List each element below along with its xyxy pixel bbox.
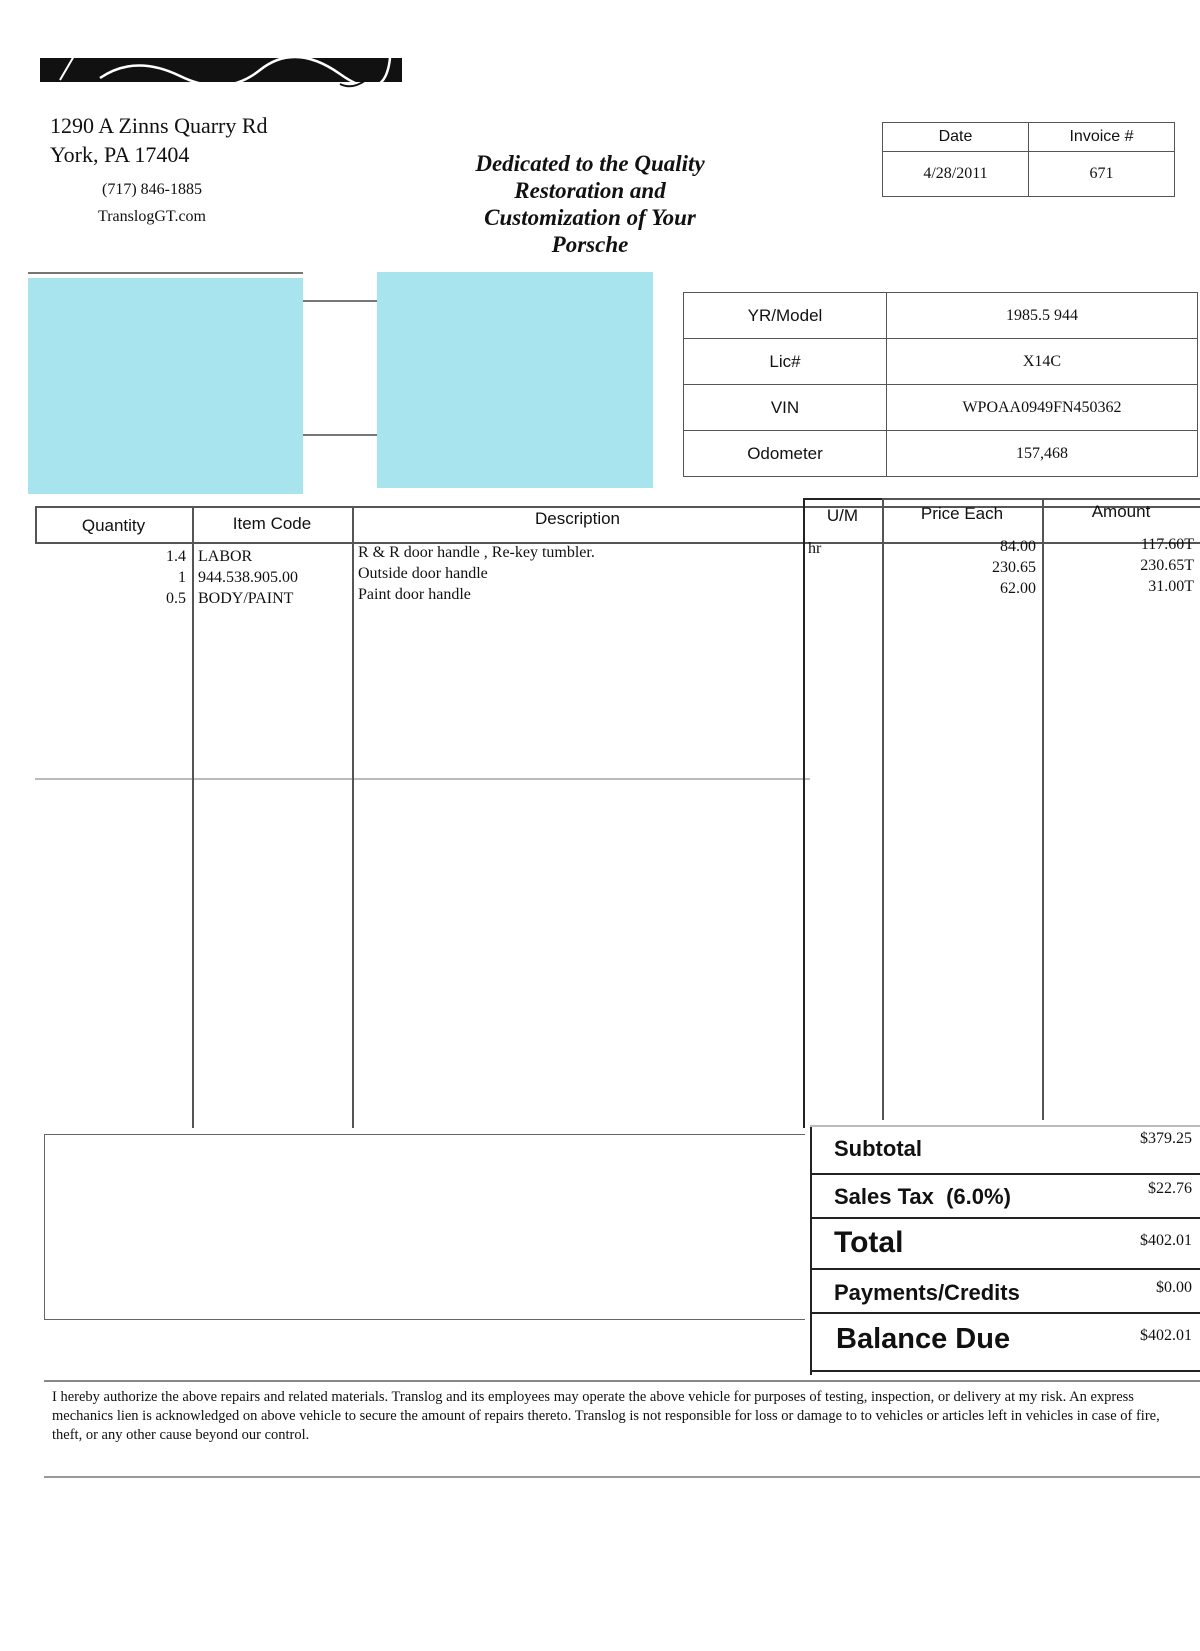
table-row bbox=[40, 546, 186, 609]
table-row bbox=[358, 542, 798, 605]
vehicle-value: 1985.5 944 bbox=[887, 293, 1198, 339]
totals-divider bbox=[810, 1217, 1200, 1219]
totals-divider bbox=[810, 1173, 1200, 1175]
header-item-code: Item Code bbox=[232, 514, 312, 533]
cell-price-each: 84.00 bbox=[1000, 538, 1036, 555]
cell-quantity: 1 bbox=[178, 569, 186, 586]
cell-amount: 230.65T bbox=[1140, 557, 1194, 574]
vehicle-label: Odometer bbox=[684, 431, 887, 477]
sales-tax-label: Sales Tax (6.0%) bbox=[834, 1184, 1011, 1209]
cell-price-each: 62.00 bbox=[1000, 580, 1036, 597]
total-value: $402.01 bbox=[1140, 1232, 1192, 1249]
cell-quantity: 1.4 bbox=[166, 548, 186, 565]
address-line2: York, PA 17404 bbox=[50, 142, 190, 167]
subtotal-label: Subtotal bbox=[834, 1136, 922, 1161]
table-row bbox=[808, 538, 878, 559]
col-divider bbox=[882, 498, 884, 1120]
header-price-each: Price Each bbox=[920, 504, 1004, 523]
cell-amount: 117.60T bbox=[1140, 536, 1194, 553]
invoice-number: 671 bbox=[1029, 152, 1175, 197]
redacted-bill-to bbox=[28, 278, 303, 494]
date-invoice-box bbox=[882, 122, 1175, 197]
vehicle-label: YR/Model bbox=[684, 293, 887, 339]
vehicle-value: WPOAA0949FN450362 bbox=[887, 385, 1198, 431]
totals-divider bbox=[810, 1370, 1200, 1372]
divider bbox=[303, 434, 377, 436]
vehicle-info-box bbox=[683, 292, 1198, 477]
cell-um: hr bbox=[808, 540, 822, 557]
header-amount: Amount bbox=[1091, 502, 1151, 521]
totals-divider bbox=[810, 1312, 1200, 1314]
tagline-line: Restoration and bbox=[514, 178, 666, 203]
col-divider bbox=[352, 506, 354, 1128]
table-row bbox=[886, 536, 1036, 599]
payments-credits-value: $0.00 bbox=[1156, 1279, 1192, 1296]
balance-due-value: $402.01 bbox=[1140, 1327, 1192, 1344]
table-row bbox=[198, 546, 348, 609]
header-quantity: Quantity bbox=[81, 516, 146, 535]
um-header-top bbox=[803, 498, 882, 500]
footer-line bbox=[44, 1380, 1200, 1382]
company-tagline bbox=[420, 150, 760, 258]
col-divider bbox=[1042, 498, 1044, 1120]
cell-description: R & R door handle , Re-key tumbler. bbox=[358, 544, 595, 561]
header-top-right bbox=[882, 498, 1200, 500]
cell-amount: 31.00T bbox=[1148, 578, 1194, 595]
authorization-disclaimer: I hereby authorize the above repairs and related materials. Translog and its employees may operate the above vehicle for purposes of testing, inspection, or delivery at my risk. An express mechanics lien is acknowledged on above vehicle to secure the amount of repairs thereto. Translog is not responsible for loss or damage to to vehicles or articles left in vehicles in case of fire, theft, or any other cause beyond our control. bbox=[52, 1389, 1160, 1443]
cell-item-code: 944.538.905.00 bbox=[198, 569, 298, 586]
phone-number: (717) 846-1885 bbox=[102, 181, 202, 198]
divider bbox=[303, 300, 377, 302]
notes-box bbox=[44, 1134, 805, 1320]
invoice-number-label: Invoice # bbox=[1029, 123, 1175, 152]
subtotal-value: $379.25 bbox=[1140, 1130, 1192, 1147]
header-description: Description bbox=[534, 509, 621, 528]
cell-description: Outside door handle bbox=[358, 565, 488, 582]
header-um: U/M bbox=[826, 506, 859, 525]
payments-credits-label: Payments/Credits bbox=[834, 1280, 1020, 1305]
translog-logo bbox=[40, 50, 402, 90]
totals-left-border bbox=[810, 1125, 812, 1375]
cell-description: Paint door handle bbox=[358, 586, 471, 603]
table-mid-line bbox=[35, 778, 810, 780]
table-row bbox=[1046, 534, 1194, 597]
date-label: Date bbox=[883, 123, 1029, 152]
bottom-line bbox=[44, 1476, 1200, 1478]
col-divider bbox=[803, 498, 805, 1128]
sales-tax-value: $22.76 bbox=[1148, 1180, 1192, 1197]
vehicle-value: X14C bbox=[887, 339, 1198, 385]
cell-item-code: LABOR bbox=[198, 548, 253, 565]
tagline-line: Porsche bbox=[551, 232, 629, 257]
total-label: Total bbox=[834, 1226, 904, 1259]
totals-divider bbox=[810, 1268, 1200, 1270]
cell-item-code: BODY/PAINT bbox=[198, 590, 294, 607]
website: TranslogGT.com bbox=[98, 208, 206, 225]
vehicle-value: 157,468 bbox=[887, 431, 1198, 477]
vehicle-label: Lic# bbox=[684, 339, 887, 385]
divider bbox=[28, 272, 303, 274]
balance-due-label: Balance Due bbox=[836, 1323, 1011, 1355]
cell-quantity: 0.5 bbox=[166, 590, 186, 607]
redacted-ship-to bbox=[377, 272, 653, 488]
tagline-line: Dedicated to the Quality bbox=[475, 151, 705, 176]
vehicle-label: VIN bbox=[684, 385, 887, 431]
address-line1: 1290 A Zinns Quarry Rd bbox=[50, 113, 268, 138]
tagline-line: Customization of Your bbox=[484, 205, 696, 230]
invoice-date: 4/28/2011 bbox=[883, 152, 1029, 197]
col-divider bbox=[192, 506, 194, 1128]
cell-price-each: 230.65 bbox=[992, 559, 1036, 576]
totals-divider bbox=[810, 1125, 1200, 1127]
